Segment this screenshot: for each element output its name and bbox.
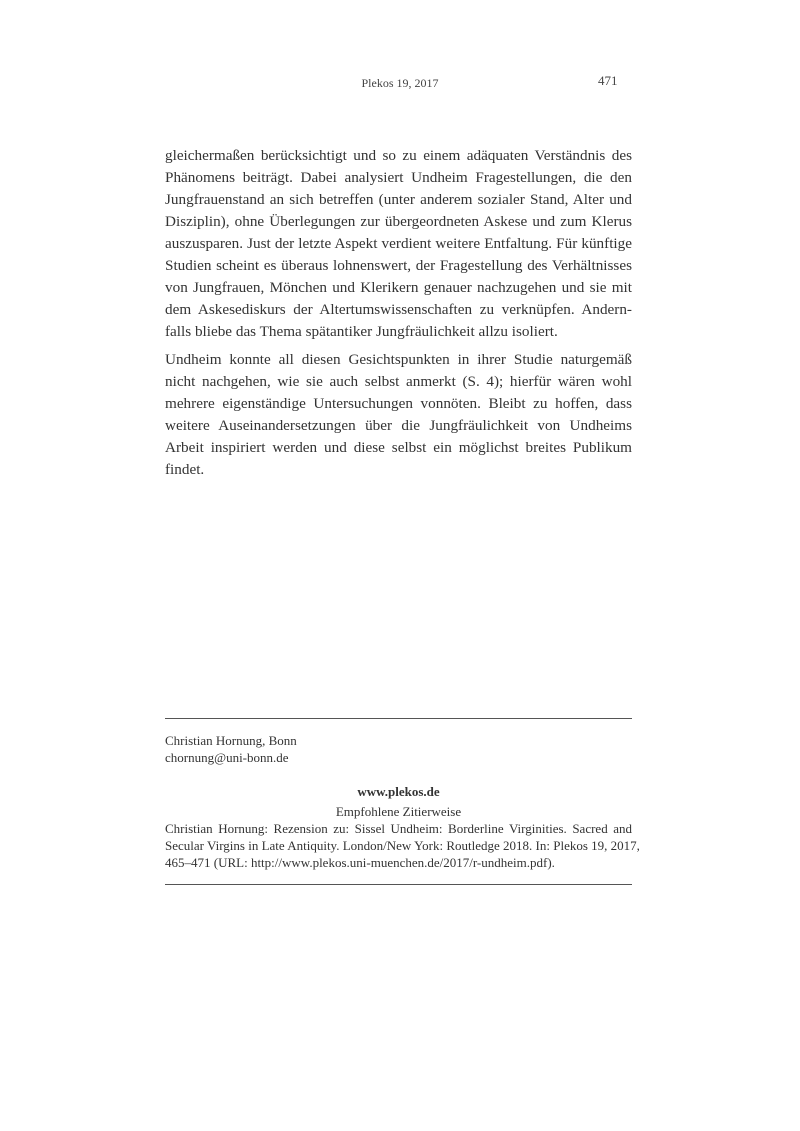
divider-top	[165, 718, 632, 719]
text-line: weitere Auseinandersetzungen über die Jungfräulichkeit von Undheims	[165, 417, 632, 434]
body-text	[165, 145, 632, 487]
text-line: Undheim konnte all diesen Gesichtspunkten in ihrer Studie naturgemäß	[165, 351, 632, 368]
author-name: Christian Hornung, Bonn	[165, 733, 297, 748]
website-link[interactable]: www.plekos.de	[357, 784, 440, 799]
text-line: Studien scheint es überaus lohnenswert, der Fragestellung des Verhältnisses	[165, 257, 632, 274]
author-email[interactable]: chornung@uni-bonn.de	[165, 750, 289, 765]
paragraph-2	[165, 349, 632, 481]
text-line: auszusparen. Just der letzte Aspekt verdient weitere Entfaltung. Für künftige	[165, 235, 632, 252]
citation-line: Secular Virgins in Late Antiquity. London/New York: Routledge 2018. In: Plekos 19, 2017,	[165, 838, 640, 853]
citation-heading: Empfohlene Zitierweise	[335, 804, 462, 819]
citation-line: Christian Hornung: Rezension zu: Sissel Undheim: Borderline Virginities. Sacred and	[165, 821, 632, 836]
text-line: findet.	[165, 461, 205, 478]
text-line: dem Askesediskurs der Altertumswissenschaften zu verknüpfen. Andern-	[165, 301, 632, 318]
text-line: Arbeit inspiriert werden und diese selbst ein möglichst breites Publikum	[165, 439, 632, 456]
text-line: von Jungfrauen, Mönchen und Klerikern genauer nachzugehen und sie mit	[165, 279, 632, 296]
text-line: Phänomens beiträgt. Dabei analysiert Undheim Fragestellungen, die den	[165, 169, 632, 186]
paragraph-1	[165, 145, 632, 343]
text-line: mehrere eigenständige Untersuchungen vonnöten. Bleibt zu hoffen, dass	[165, 395, 632, 412]
citation-line: 465–471 (URL: http://www.plekos.uni-muenchen.de/2017/r-undheim.pdf).	[165, 855, 555, 870]
text-line: gleichermaßen berücksichtigt und so zu einem adäquaten Verständnis des	[165, 147, 632, 164]
text-line: Disziplin), ohne Überlegungen zur übergeordneten Askese und zum Klerus	[165, 213, 632, 230]
running-header: Plekos 19, 2017	[361, 76, 439, 90]
author-block	[165, 732, 632, 766]
text-line: nicht nachgehen, wie sie auch selbst anmerkt (S. 4); hierfür wären wohl	[165, 373, 632, 390]
page-number: 471	[598, 73, 618, 88]
citation-block	[165, 783, 640, 871]
text-line: Jungfrauenstand an sich betreffen (unter anderem sozialer Stand, Alter und	[165, 191, 632, 208]
text-line: falls bliebe das Thema spätantiker Jungfräulichkeit allzu isoliert.	[165, 323, 558, 340]
divider-bottom	[165, 884, 632, 885]
